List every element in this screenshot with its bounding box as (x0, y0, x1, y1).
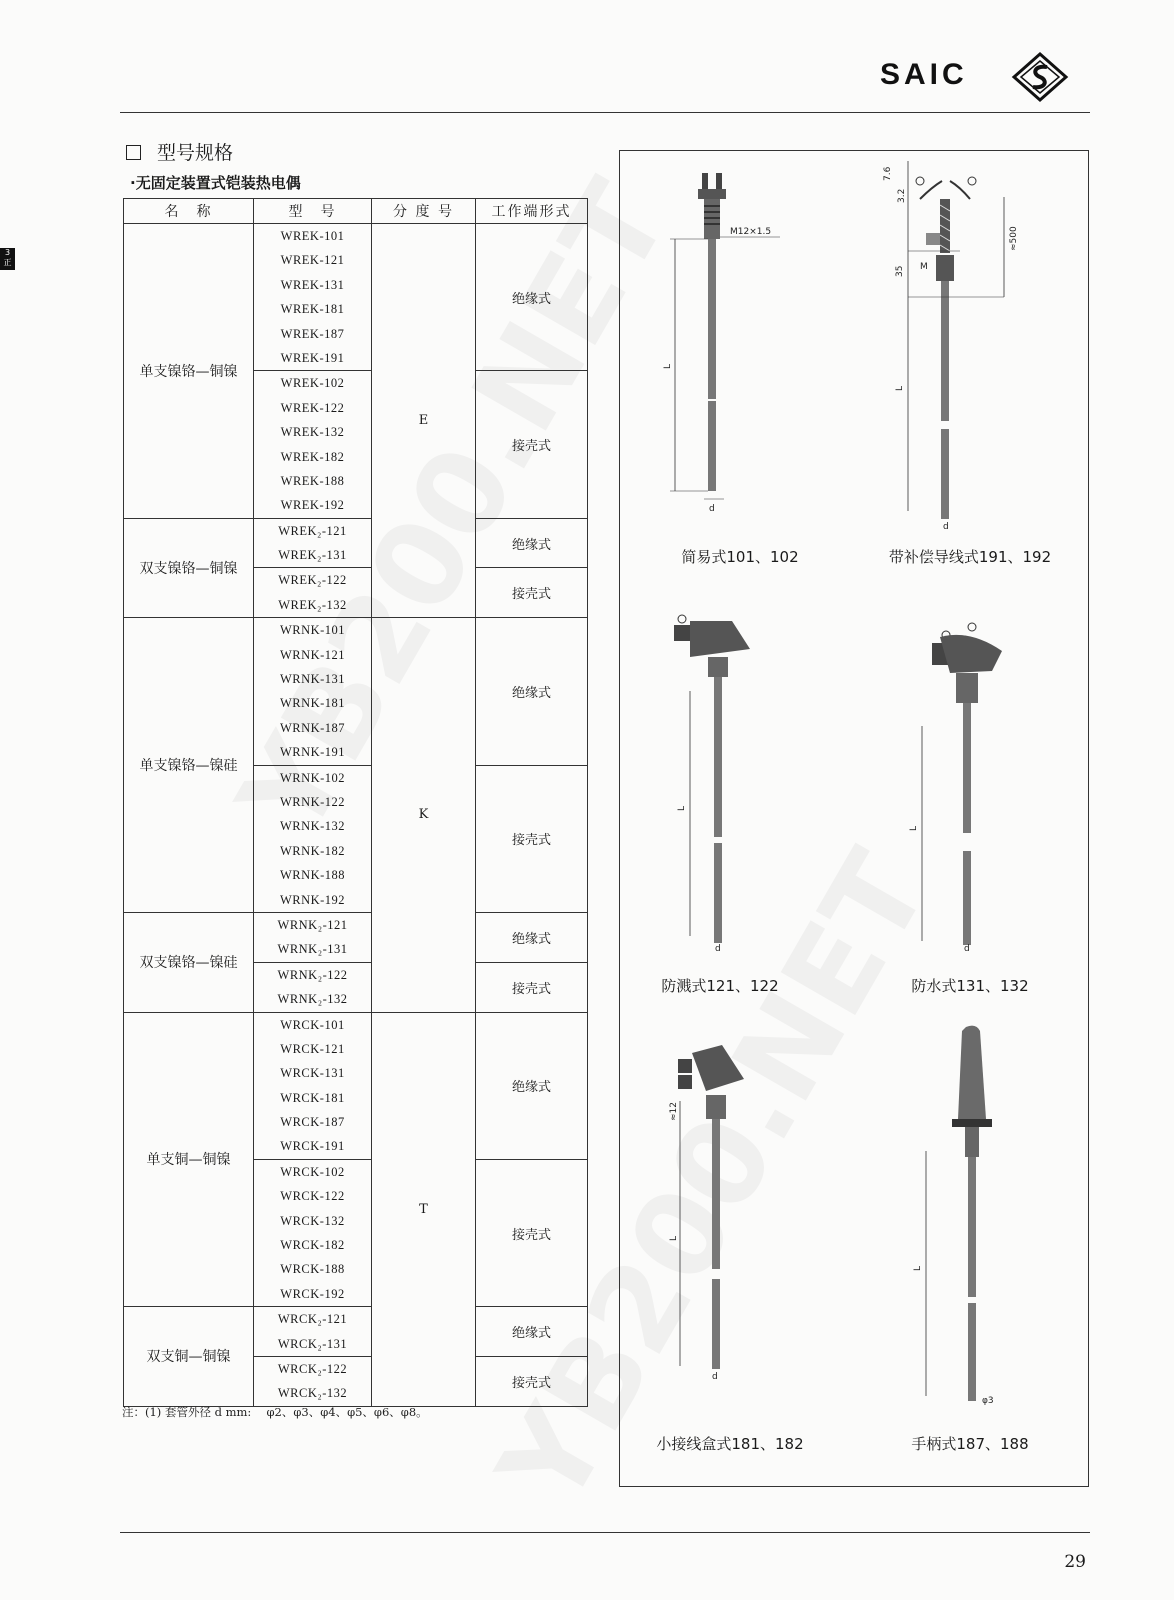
model-number: WRNK-131 (279, 672, 346, 687)
dim-3-2: 3.2 (897, 188, 907, 203)
model-number: WREK-181 (280, 302, 345, 317)
table-row (124, 1012, 588, 1159)
model-number: WRCK-122 (280, 1189, 345, 1204)
thermocouple-name: 双支镍铬—铜镍 (124, 518, 254, 618)
diagram-splash-proof (674, 615, 750, 954)
brand-name: SAIC (880, 58, 968, 91)
col-header-name: 名 称 (124, 199, 254, 224)
model-number: WRCK-181 (280, 1090, 345, 1105)
table-row (124, 224, 588, 371)
model-number: WRCK-191 (280, 1139, 345, 1154)
graduation-code: T (372, 1012, 476, 1406)
model-list (254, 224, 372, 371)
diagram-waterproof (909, 623, 1002, 954)
model-list (254, 1159, 372, 1306)
dim-length: L (909, 825, 919, 831)
model-number: WRCK-102 (280, 1164, 345, 1179)
table-row (124, 1307, 588, 1357)
side-tab: 3 正 (0, 248, 15, 270)
work-end-form: 接壳式 (476, 568, 588, 618)
dim-35: 35 (895, 265, 905, 277)
caption-junction-box: 小接线盒式181、182 (656, 1435, 804, 1453)
checkbox-icon (126, 145, 141, 160)
work-end-form: 接壳式 (476, 1159, 588, 1306)
model-number: WRCK₂-121 (277, 1312, 348, 1327)
table-row (124, 618, 588, 765)
model-list (254, 765, 372, 912)
work-end-form: 接壳式 (476, 962, 588, 1012)
caption-splash-proof: 防溅式121、122 (661, 977, 779, 995)
model-number: WRCK₂-131 (277, 1336, 348, 1351)
caption-simple: 简易式101、102 (681, 548, 799, 566)
model-number: WREK-187 (280, 326, 345, 341)
thermocouple-name: 双支镍铬—镍硅 (124, 912, 254, 1012)
model-list (254, 618, 372, 765)
table-header-row (124, 199, 588, 224)
model-number: WREK-191 (280, 350, 345, 365)
work-end-form: 绝缘式 (476, 618, 588, 765)
model-number: WREK-131 (280, 277, 345, 292)
model-number: WRCK₂-122 (277, 1361, 348, 1376)
model-number: WRNK-182 (279, 843, 346, 858)
model-number: WRCK-192 (280, 1286, 345, 1301)
model-number: WRNK-191 (279, 745, 346, 760)
work-end-form: 接壳式 (476, 765, 588, 912)
model-number: WRNK-101 (279, 623, 346, 638)
model-number: WREK-192 (280, 498, 345, 513)
model-number: WRCK-188 (280, 1262, 345, 1277)
dim-12: ≈12 (669, 1102, 679, 1121)
work-end-form: 接壳式 (476, 371, 588, 518)
dim-m: M (920, 262, 928, 272)
model-number: WRNK-192 (279, 892, 346, 907)
caption-compensation: 带补偿导线式191、192 (888, 548, 1052, 566)
work-end-form: 绝缘式 (476, 518, 588, 568)
dim-diameter: d (709, 504, 715, 514)
model-list (254, 568, 372, 618)
caption-handle: 手柄式187、188 (911, 1435, 1029, 1453)
model-number: WRNK-188 (279, 868, 346, 883)
diagram-junction-box (669, 1045, 744, 1382)
model-number: WRNK₂-131 (277, 942, 348, 957)
dim-7-6: 7.6 (883, 166, 893, 181)
saic-logo-icon (1010, 52, 1070, 102)
model-number: WREK-182 (280, 449, 345, 464)
work-end-form: 绝缘式 (476, 912, 588, 962)
model-number: WRNK-122 (279, 794, 346, 809)
table-row (124, 518, 588, 568)
model-list (254, 1012, 372, 1159)
model-number: WRNK-121 (279, 647, 346, 662)
model-list (254, 371, 372, 518)
table-body (124, 224, 588, 1407)
thermocouple-diagrams (620, 151, 1090, 1488)
graduation-code: E (372, 224, 476, 618)
model-number: WRCK₂-132 (277, 1386, 348, 1401)
table-subtitle: ·无固定装置式铠装热电偶 (130, 174, 301, 192)
model-number: WREK₂-131 (278, 548, 347, 563)
model-number: WREK-188 (280, 473, 345, 488)
dim-thread: M12×1.5 (730, 227, 772, 237)
thermocouple-name: 单支镍铬—镍硅 (124, 618, 254, 913)
model-number: WRNK₂-121 (277, 917, 348, 932)
work-end-form: 接壳式 (476, 1356, 588, 1406)
col-header-work-end: 工作端形式 (476, 199, 588, 224)
col-header-model: 型 号 (254, 199, 372, 224)
footer-rule (120, 1532, 1090, 1533)
model-number: WREK-102 (280, 376, 345, 391)
model-number: WREK₂-132 (278, 597, 347, 612)
table-row (124, 912, 588, 962)
dim-phi3: φ3 (982, 1396, 994, 1406)
page-number: 29 (1064, 1552, 1086, 1572)
dim-length: L (663, 363, 673, 369)
dim-length: L (913, 1265, 923, 1271)
model-number: WREK-101 (280, 229, 345, 243)
diagram-handle (913, 1026, 994, 1406)
work-end-form: 绝缘式 (476, 224, 588, 371)
diagram-simple (663, 173, 780, 514)
model-number: WREK₂-122 (278, 573, 347, 588)
work-end-form: 绝缘式 (476, 1307, 588, 1357)
dim-length: L (669, 1235, 679, 1241)
model-list (254, 1356, 372, 1406)
thermocouple-name: 双支铜—铜镍 (124, 1307, 254, 1407)
dim-diameter: d (964, 944, 970, 954)
header-rule (120, 112, 1090, 113)
model-number: WRCK-132 (280, 1213, 345, 1228)
model-list (254, 518, 372, 568)
col-header-graduation: 分 度 号 (372, 199, 476, 224)
graduation-code: K (372, 618, 476, 1012)
model-number: WRCK-182 (280, 1238, 345, 1253)
thermocouple-name: 单支铜—铜镍 (124, 1012, 254, 1307)
model-list (254, 1307, 372, 1357)
model-number: WREK₂-121 (278, 523, 347, 538)
dim-diameter: d (715, 944, 721, 954)
diagram-compensation (883, 161, 1019, 532)
section-title: 型号规格 (126, 138, 233, 165)
model-number: WRNK-102 (279, 770, 346, 785)
brand-header (880, 52, 1080, 102)
dim-length: L (677, 805, 687, 811)
spec-table (123, 198, 588, 1407)
dim-length: L (895, 385, 905, 391)
model-number: WRCK-131 (280, 1066, 345, 1081)
footnote: 注：(1) 套管外径 d mm: φ2、φ3、φ4、φ5、φ6、φ8。 (122, 1405, 428, 1419)
dim-diameter: d (943, 522, 949, 532)
model-number: WRNK-132 (279, 819, 346, 834)
model-number: WRCK-121 (280, 1041, 345, 1056)
model-number: WREK-121 (280, 253, 345, 268)
model-number: WREK-132 (280, 425, 345, 440)
thermocouple-name: 单支镍铬—铜镍 (124, 224, 254, 519)
diagram-panel (619, 150, 1089, 1487)
model-number: WRNK₂-132 (277, 992, 348, 1007)
model-number: WRCK-101 (280, 1017, 345, 1032)
model-number: WRNK-187 (279, 720, 346, 735)
model-number: WREK-122 (280, 400, 345, 415)
model-number: WRNK₂-122 (277, 967, 348, 982)
work-end-form: 绝缘式 (476, 1012, 588, 1159)
model-number: WRCK-187 (280, 1115, 345, 1130)
model-list (254, 962, 372, 1012)
dim-diameter: d (712, 1372, 718, 1382)
model-number: WRNK-181 (279, 696, 346, 711)
dim-500: ≈500 (1009, 226, 1019, 251)
caption-waterproof: 防水式131、132 (911, 977, 1029, 995)
model-list (254, 912, 372, 962)
